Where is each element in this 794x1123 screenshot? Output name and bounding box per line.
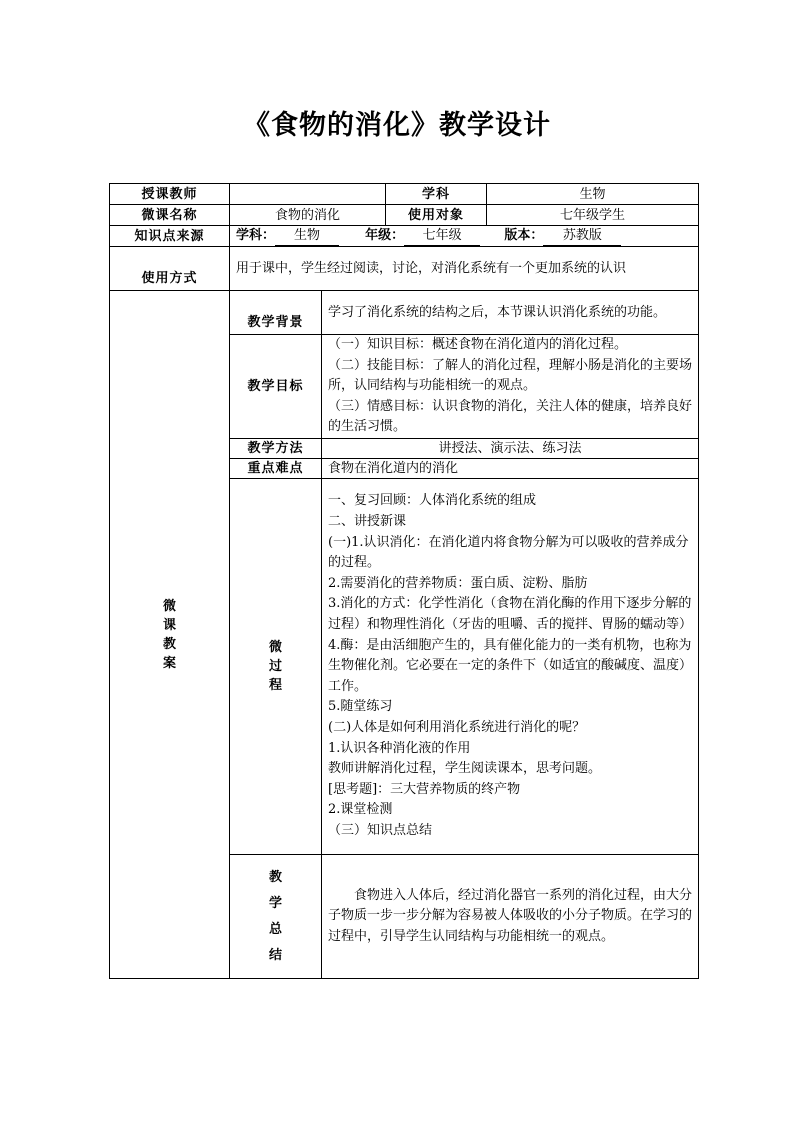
- micro-lesson-plan-label: [110, 291, 230, 979]
- process-char: 程: [268, 678, 282, 693]
- summary-char: 结: [268, 947, 282, 963]
- source-grade-label: 年级：: [365, 228, 405, 243]
- summary-label: [230, 855, 322, 979]
- side-char: 案: [162, 655, 176, 671]
- process-line: 5.随堂练习: [328, 699, 393, 715]
- lesson-plan-table: [109, 183, 699, 979]
- process-line: （三）知识点总结: [328, 822, 433, 838]
- side-char: 微: [162, 598, 176, 614]
- teacher-label: 授课教师: [110, 184, 230, 205]
- subject-value: 生物: [487, 184, 699, 205]
- method-text: 讲授法、演示法、练习法: [322, 439, 699, 459]
- side-char: 教: [162, 636, 176, 652]
- course-row: [110, 205, 699, 226]
- course-label: 微课名称: [110, 205, 230, 226]
- process-line: 1.认识各种消化液的作用: [328, 740, 471, 756]
- usage-value: 用于课中，学生经过阅读，讨论，对消化系统有一个更加系统的认识: [230, 247, 699, 291]
- process-char: 过: [268, 659, 282, 674]
- page-title: 《食物的消化》教学设计: [243, 110, 551, 141]
- usage-label: 使用方式: [110, 247, 230, 291]
- method-label: 教学方法: [230, 439, 322, 459]
- goals-text: [322, 335, 699, 439]
- process-line: [思考题]：三大营养物质的终产物: [328, 781, 521, 797]
- process-line: 一、复习回顾：人体消化系统的组成: [328, 493, 537, 509]
- process-line: (二)人体是如何利用消化系统进行消化的呢？: [328, 719, 586, 735]
- audience-value: 七年级学生: [487, 205, 699, 226]
- summary-text: [322, 855, 699, 979]
- background-text: 学习了消化系统的结构之后，本节课认识消化系统的功能。: [322, 291, 699, 335]
- usage-row: [110, 247, 699, 291]
- background-label: 教学背景: [230, 291, 322, 335]
- process-line: 2.课堂检测: [328, 802, 393, 818]
- goals-label: 教学目标: [230, 335, 322, 439]
- source-subject-value: 生物: [275, 226, 339, 246]
- process-line: 教师讲解消化过程，学生阅读课本，思考问题。: [328, 761, 602, 777]
- course-value: 食物的消化: [230, 205, 386, 226]
- summary-paragraph: 食物进入人体后，经过消化器官一系列的消化过程，由大分子物质一步一步分解为容易被人体吸收的小分子物质。在学习的过程中，引导学生认同结构与功能相统一的观点。: [328, 887, 693, 944]
- source-row: [110, 226, 699, 247]
- background-row: [110, 291, 699, 335]
- process-label: [230, 479, 322, 855]
- subject-label: 学科: [386, 184, 487, 205]
- teacher-value: [230, 184, 386, 205]
- audience-label: 使用对象: [386, 205, 487, 226]
- process-line: 3.消化的方式：化学性消化（食物在消化酶的作用下逐步分解的过程）和物理性消化（牙齿的咀嚼、舌的搅拌、胃肠的蠕动等）: [328, 596, 693, 633]
- goal-emotion: （三）情感目标：认识食物的消化，关注人体的健康，培养良好的生活习惯。: [328, 398, 693, 435]
- process-text: [322, 479, 699, 855]
- key-text: 食物在消化道内的消化: [322, 459, 699, 479]
- key-label: 重点难点: [230, 459, 322, 479]
- source-edition-value: 苏教版: [543, 226, 621, 246]
- side-char: 课: [162, 617, 176, 633]
- summary-char: 教: [268, 869, 282, 885]
- summary-char: 学: [268, 895, 282, 911]
- process-line: 4.酶：是由活细胞产生的，具有催化能力的一类有机物，也称为生物催化剂。它必要在一定的条件下（如适宜的酸碱度、温度）工作。: [328, 637, 693, 694]
- summary-char: 总: [268, 921, 282, 937]
- process-line: (一)1.认识消化：在消化道内将食物分解为可以吸收的营养成分的过程。: [328, 534, 689, 571]
- goal-skill: （二）技能目标：了解人的消化过程，理解小肠是消化的主要场所，认同结构与功能相统一的观点。: [328, 357, 693, 394]
- teacher-row: [110, 184, 699, 205]
- source-details: [230, 226, 699, 247]
- goal-knowledge: （一）知识目标：概述食物在消化道内的消化过程。: [328, 337, 628, 353]
- source-grade-value: 七年级: [404, 226, 480, 246]
- source-subject-label: 学科：: [236, 228, 276, 243]
- source-label: 知识点来源: [110, 226, 230, 247]
- process-line: 2.需要消化的营养物质：蛋白质、淀粉、脂肪: [328, 575, 588, 591]
- source-edition-label: 版本：: [504, 228, 544, 243]
- process-line: 二、讲授新课: [328, 514, 407, 530]
- process-char: 微: [268, 640, 282, 655]
